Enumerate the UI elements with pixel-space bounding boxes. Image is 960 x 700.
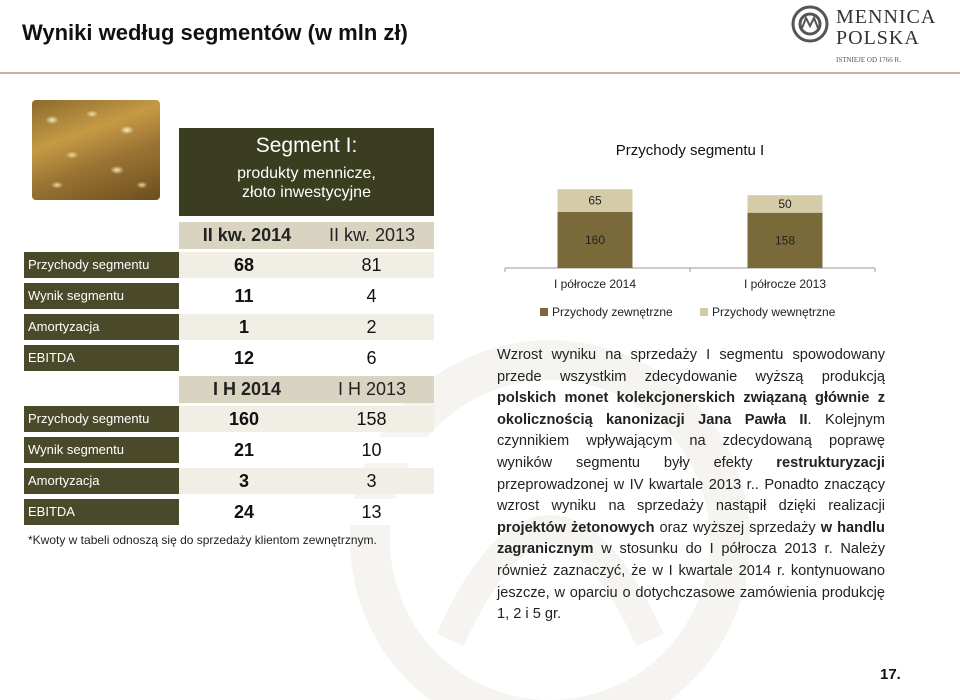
text-segment: w stosunku do I półrocza 2013 r. Należy również zaznaczyć, że w I kwartale 2014 r. kontynuowano jeszcze, w oparciu o dotychczasowe zamówienia produkcję 1, 2 i 5 gr.	[497, 541, 885, 623]
table-row	[24, 499, 434, 525]
row-label: Wynik segmentu	[24, 437, 179, 463]
table-row	[24, 468, 434, 494]
row-value-current: 68	[179, 252, 309, 278]
table-row	[24, 314, 434, 340]
legend-swatch-internal	[700, 308, 708, 316]
legend-label-external: Przychody zewnętrzne	[552, 305, 673, 319]
text-segment: oraz wyższej sprzedaży	[654, 519, 821, 536]
revenue-chart	[500, 140, 880, 330]
text-segment: przeprowadzonej w IV kwartale 2013 r.. Ponadto znaczący wzrost wyniku na sprzedaży nastąpił dzięki realizacji	[497, 476, 885, 515]
segment-subtitle: produkty mennicze, złoto inwestycyjne	[237, 165, 376, 201]
half-header-b: I H 2013	[337, 379, 407, 399]
table-row	[24, 345, 434, 371]
row-label: Amortyzacja	[24, 314, 179, 340]
text-emphasis: polskich monet kolekcjonerskich związaną głównie z okolicznością kanonizacji Jana Pawła II	[497, 390, 885, 428]
page-number: 17.	[880, 666, 901, 683]
chart-title: Przychody segmentu I	[615, 142, 765, 159]
table-row	[24, 437, 434, 463]
row-label: Amortyzacja	[24, 468, 179, 494]
half-header-a: I H 2014	[212, 379, 282, 399]
row-label: EBITDA	[24, 499, 179, 525]
row-value-current: 3	[179, 468, 309, 494]
company-logo	[790, 2, 950, 68]
bar-value-label: 160	[584, 233, 606, 247]
commentary-paragraph	[497, 345, 885, 626]
row-value-current: 11	[179, 283, 309, 309]
row-value-current: 12	[179, 345, 309, 371]
x-tick-label: I półrocze 2013	[743, 277, 827, 291]
coins-photo	[32, 100, 160, 200]
row-label: EBITDA	[24, 345, 179, 371]
row-label: Przychody segmentu	[24, 406, 179, 432]
row-value-previous: 3	[309, 468, 434, 494]
table-footnote: *Kwoty w tabeli odnoszą się do sprzedaży klientom zewnętrznym.	[28, 533, 377, 547]
legend-item-external	[540, 305, 673, 319]
row-value-current: 21	[179, 437, 309, 463]
row-value-previous: 4	[309, 283, 434, 309]
row-value-previous: 6	[309, 345, 434, 371]
text-emphasis: projektów żetonowych	[497, 519, 655, 536]
quarter-header-b: II kw. 2013	[328, 225, 416, 245]
row-value-previous: 158	[309, 406, 434, 432]
table-row	[24, 252, 434, 278]
row-value-previous: 13	[309, 499, 434, 525]
row-label: Przychody segmentu	[24, 252, 179, 278]
segment-title: Segment I:	[255, 134, 358, 157]
row-label: Wynik segmentu	[24, 283, 179, 309]
page-title: Wyniki według segmentów (w mln zł)	[22, 20, 408, 45]
row-value-current: 1	[179, 314, 309, 340]
bar-value-label: 158	[774, 233, 796, 248]
quarter-header-row	[179, 222, 434, 249]
segment-header	[179, 128, 434, 216]
row-value-previous: 81	[309, 252, 434, 278]
row-value-current: 24	[179, 499, 309, 525]
text-emphasis: restrukturyzacji	[776, 454, 885, 471]
row-value-current: 160	[179, 406, 309, 432]
legend-item-internal	[700, 305, 835, 319]
logo-word-1: MENNICA	[836, 6, 937, 28]
bar-value-label: 50	[778, 196, 792, 211]
text-segment: . Kolejnym czynnikiem wpływającym na zdecydowaną poprawę wyników segmentu były efekty	[497, 411, 885, 471]
x-tick-label: I półrocze 2014	[553, 277, 637, 291]
row-value-previous: 2	[309, 314, 434, 340]
text-emphasis: w handlu zagranicznym	[497, 519, 885, 558]
logo-since: ISTNIEJE OD 1766 R.	[836, 56, 901, 64]
row-value-previous: 10	[309, 437, 434, 463]
logo-emblem-icon	[790, 4, 830, 44]
table-row	[24, 406, 434, 432]
table-row	[24, 283, 434, 309]
legend-label-internal: Przychody wewnętrzne	[712, 305, 836, 319]
quarter-header-a: II kw. 2014	[202, 225, 292, 245]
text-segment: Wzrost wyniku na sprzedaży I segmentu spowodowany przede wszystkim zdecydowanie wyższą produkcją	[497, 347, 885, 385]
bar-value-label: 65	[588, 193, 602, 208]
header-divider	[0, 72, 960, 74]
logo-word-2: POLSKA	[836, 27, 920, 49]
half-year-header-row	[179, 376, 434, 403]
legend-swatch-external	[540, 308, 548, 316]
